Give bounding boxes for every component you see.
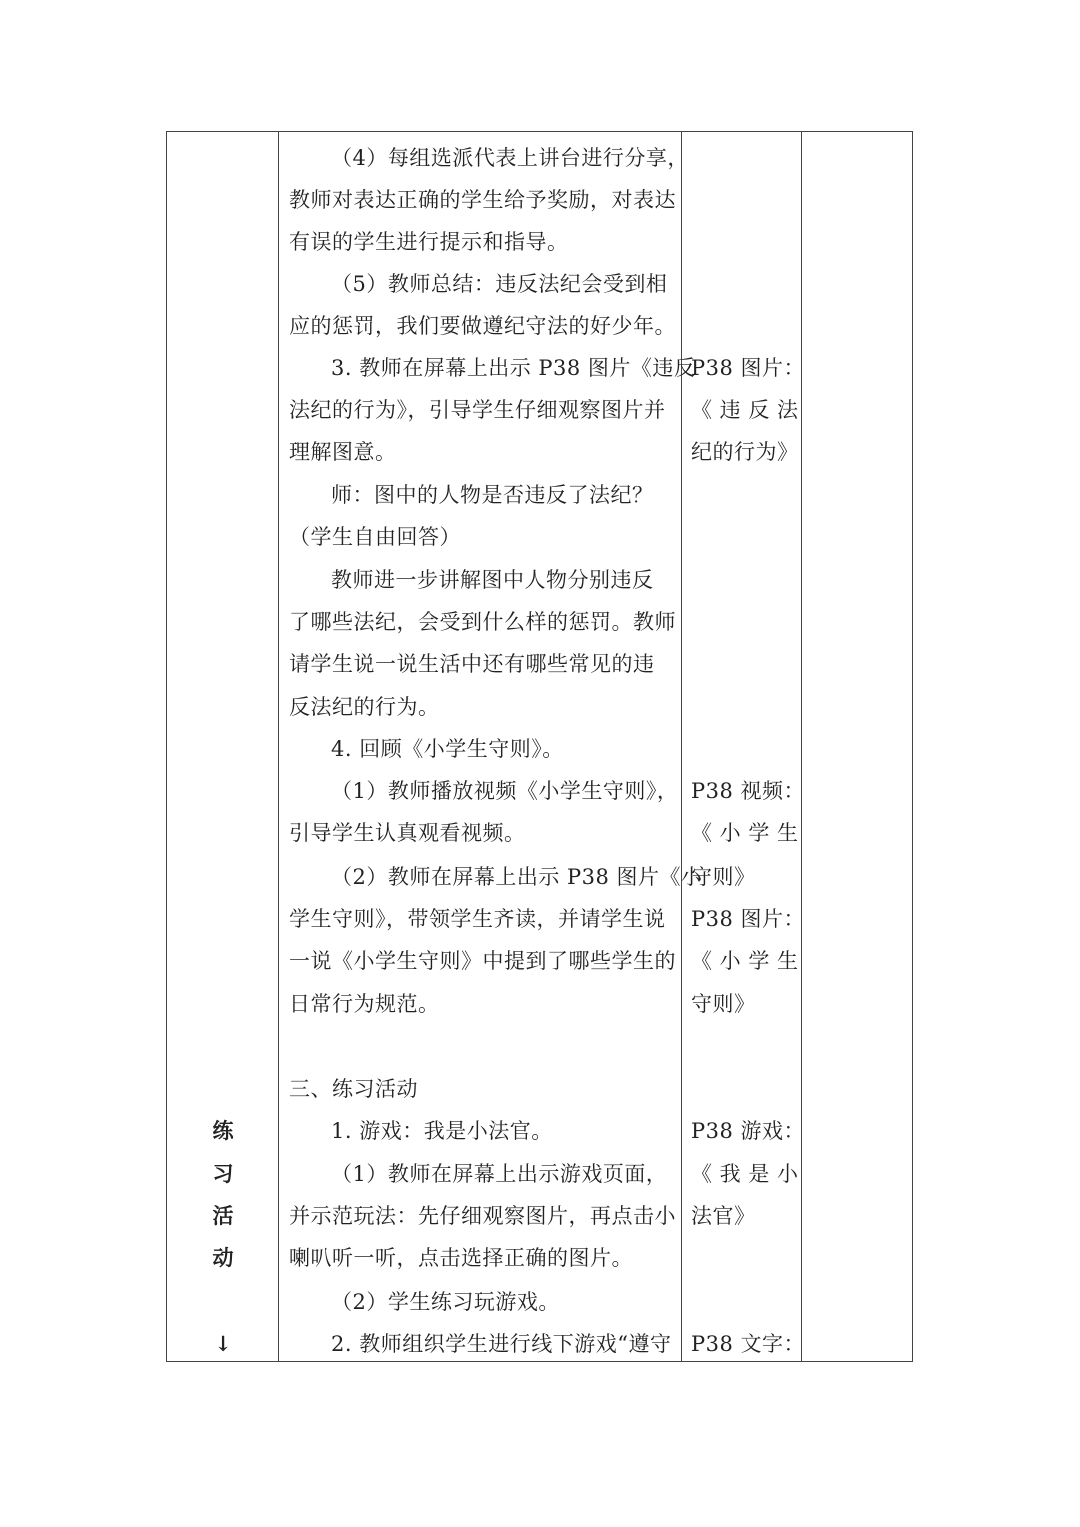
resource-text-line: 纪的行为》 (691, 440, 799, 464)
main-text-line: 一说《小学生守则》中提到了哪些学生的 (289, 949, 676, 973)
main-text-line: 理解图意。 (289, 440, 397, 464)
resource-text-line: 《 小 学 生 (691, 821, 799, 845)
resource-text-line: 《 小 学 生 (691, 949, 799, 973)
main-text-line: 师：图中的人物是否违反了法纪？ (331, 483, 654, 507)
resource-text-line: 《 违 反 法 (691, 398, 799, 422)
main-text-line: 学生守则》，带领学生齐读，并请学生说 (289, 907, 666, 931)
resource-text-line: P38 图片： (691, 356, 806, 380)
main-text-line: （1）教师播放视频《小学生守则》， (331, 779, 679, 803)
main-text-line: 喇叭听一听，点击选择正确的图片。 (289, 1246, 633, 1270)
main-text-line: 日常行为规范。 (289, 992, 440, 1016)
main-text-line: 三、练习活动 (289, 1077, 418, 1101)
main-text-line: （学生自由回答） (289, 525, 461, 549)
column-divider-2 (681, 132, 682, 1361)
main-text-line: 并示范玩法：先仔细观察图片，再点击小 (289, 1204, 676, 1228)
lesson-plan-table (166, 131, 913, 1362)
main-text-line: 法纪的行为》，引导学生仔细观察图片并 (289, 398, 666, 422)
resource-text-line: 《 我 是 小 (691, 1162, 799, 1186)
resource-text-line: P38 游戏： (691, 1119, 806, 1143)
main-text-line: （5）教师总结：违反法纪会受到相 (331, 272, 668, 296)
main-text-line: 请学生说一说生活中还有哪些常见的违 (289, 652, 655, 676)
main-text-line: 2. 教师组织学生进行线下游戏“遵守 (331, 1332, 672, 1356)
resource-text-line: 法官》 (691, 1204, 756, 1228)
resource-text-line: 守则》 (691, 992, 756, 1016)
resource-text-line: 守则》 (691, 865, 756, 889)
main-text-line: 教师对表达正确的学生给予奖励，对表达 (289, 188, 676, 212)
main-text-line: 有误的学生进行提示和指导。 (289, 230, 569, 254)
main-text-line: 4. 回顾《小学生守则》。 (331, 737, 564, 761)
main-text-line: 了哪些法纪，会受到什么样的惩罚。教师 (289, 610, 676, 634)
main-text-line: 教师进一步讲解图中人物分别违反 (331, 568, 654, 592)
section-label-char: ↓ (214, 1331, 232, 1356)
section-label-char: 活 (212, 1203, 234, 1228)
section-label-char: 动 (212, 1245, 234, 1270)
main-text-line: （2）教师在屏幕上出示 P38 图片《小 (331, 865, 703, 889)
main-text-line: （4）每组选派代表上讲台进行分享， (331, 146, 689, 170)
resource-text-line: P38 视频： (691, 779, 806, 803)
main-text-line: （1）教师在屏幕上出示游戏页面， (331, 1162, 668, 1186)
main-text-line: 1. 游戏：我是小法官。 (331, 1119, 553, 1143)
section-label-char: 习 (212, 1161, 234, 1186)
section-label-char: 练 (212, 1118, 234, 1143)
main-text-line: 反法纪的行为。 (289, 695, 440, 719)
resource-text-line: P38 图片： (691, 907, 806, 931)
main-text-line: 应的惩罚，我们要做遵纪守法的好少年。 (289, 314, 676, 338)
column-divider-3 (801, 132, 802, 1361)
resource-text-line: P38 文字： (691, 1332, 806, 1356)
main-text-line: （2）学生练习玩游戏。 (331, 1290, 560, 1314)
main-text-line: 引导学生认真观看视频。 (289, 821, 526, 845)
main-text-line: 3. 教师在屏幕上出示 P38 图片《违反 (331, 356, 696, 380)
